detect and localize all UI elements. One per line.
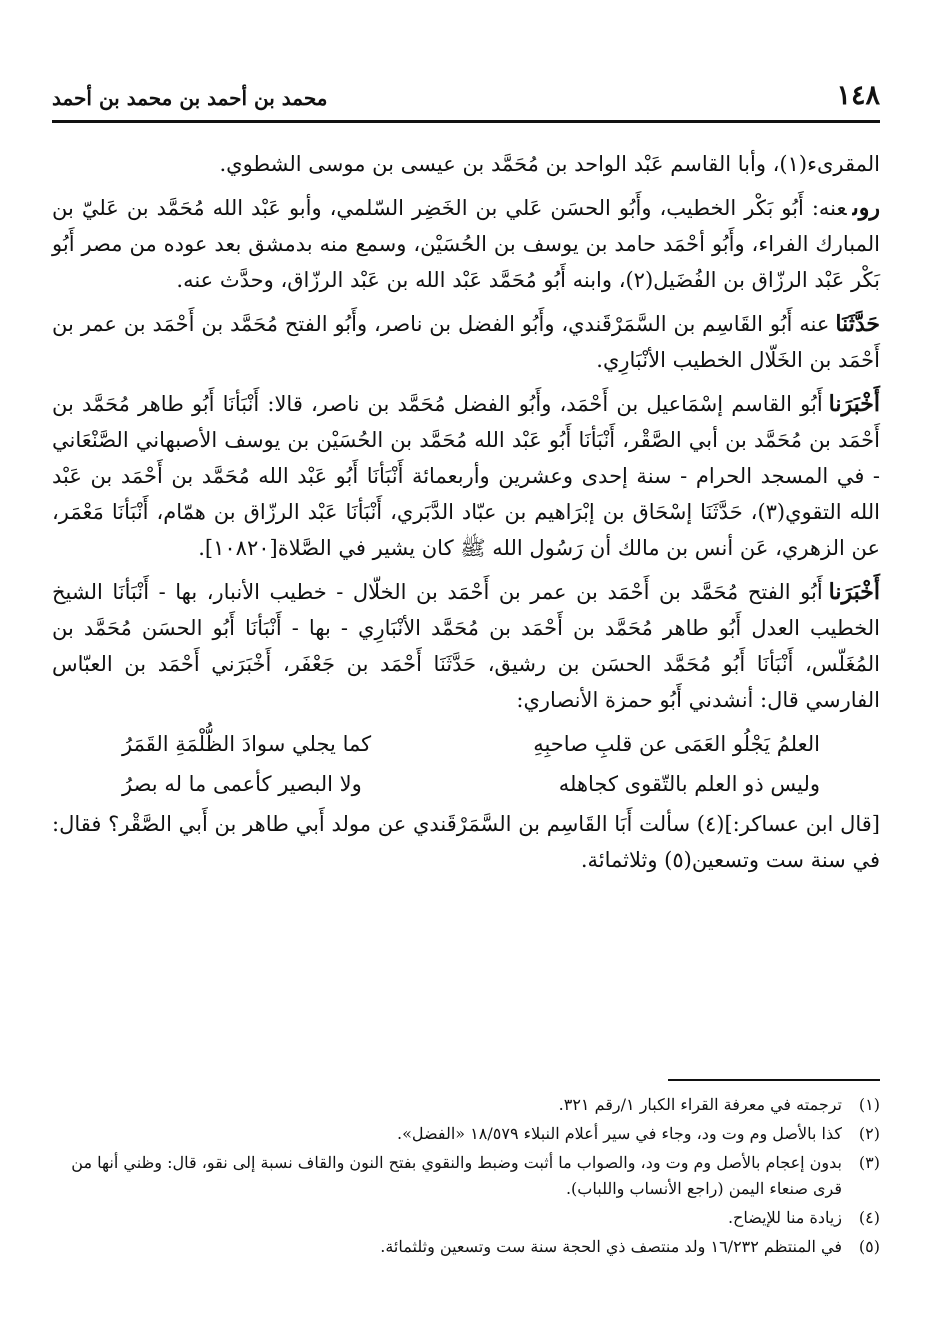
keyword-akhbarana: أَخْبَرَنا [828, 391, 880, 417]
verse-1-first-hemistich: العلمُ يَجْلُو العَمَى عن قلبِ صاحبِهِ [533, 732, 820, 756]
footnote-number: (٤) [858, 1208, 880, 1227]
paragraph-3 [52, 306, 880, 378]
paragraph-1-text: المقرىء(١)، وأبا القاسم عَبْد الواحد بن مُحَمَّد بن عيسى بن موسى الشطوي. [219, 152, 880, 176]
running-title: محمد بن أحمد بن محمد بن أحمد [52, 86, 328, 110]
paragraph-3-text: عنه أَبُو القَاسِم بن السَّمَرْقَندي، وأَبُو الفضل بن ناصر، وأَبُو الفتح مُحَمَّد بن أَحْمَد بن عمر بن أَحْمَد بن الخَلّال الخطيب الأنْبَارِي. [52, 312, 880, 372]
paragraph-2 [52, 190, 880, 298]
footnote-text: في المنتظم ١٦/٢٣٢ ولد منتصف ذي الحجة سنة ست وتسعين وثلثمائة. [380, 1237, 842, 1256]
footnote [52, 1205, 880, 1231]
main-text [52, 146, 880, 886]
paragraph-5-text: أَبُو الفتح مُحَمَّد بن أَحْمَد بن عمر بن أَحْمَد بن الخلّال - خطيب الأنبار، بها - أَنْبَأنَا الشيخ الخطيب العدل أَبُو طاهر مُحَمَّد بن أَحْمَد بن مُحَمَّد الأنْبَارِي - بها - أَنْبَأنَا أَبُو الحسَن مُحَمَّد بن المُغَلّس، أَنْبَأنَا أَبُو مُحَمَّد الحسَن بن رشيق، حَدَّثَنَا أَحْمَد بن جَعْفَر، أَخْبَرَني أَحْمَد بن العبّاس الفارسي قال: أنشدني أَبُو حمزة الأنصاري: [52, 580, 880, 712]
verse-2-first-hemistich: وليس ذو العلم بالتّقوى كجاهله [558, 772, 820, 796]
paragraph-5 [52, 574, 880, 718]
poem-verse-1 [52, 726, 880, 762]
keyword-haddathana: حَدَّثَنَا [835, 311, 880, 337]
paragraph-2-text: عنه: أَبُو بَكْر الخطيب، وأَبُو الحسَن عَلي بن الخَضِر السّلمي، وأبو عَبْد الله مُحَمَّد بن عَليّ بن المبارك الفراء، وأَبُو أحْمَد حامد بن يوسف بن الحُسَيْن، وسمع منه بدمشق بعد عوده من مصر أَبُو بَكْر عَبْد الرزّاق بن الفُضَيل(٢)، وابنه أَبُو مُحَمَّد عَبْد الله بن عَبْد الرزّاق، وحدَّث عنه. [52, 196, 880, 292]
footnote-text: بدون إعجام بالأصل وم وت ود، والصواب ما أثبت وضبط والنقوي بفتح النون والقاف نسبة إلى نقو، قال: وظني أنها من قرى صنعاء اليمن (راجع الأنساب واللباب). [71, 1153, 842, 1198]
footnote-text: ترجمته في معرفة القراء الكبار ١/رقم ٣٢١. [558, 1095, 842, 1114]
paragraph-4 [52, 386, 880, 566]
page-header [52, 76, 880, 116]
footnote-number: (٣) [858, 1153, 880, 1172]
footnote-number: (٥) [858, 1237, 880, 1256]
footnotes [52, 1092, 880, 1263]
header-rule [52, 120, 880, 123]
footnote-separator [668, 1079, 880, 1081]
verse-2-second-hemistich: ولا البصير كأعمى ما له بصرُ [122, 772, 362, 796]
footnote [52, 1092, 880, 1118]
paragraph-1 [52, 146, 880, 182]
keyword-akhbarana: أَخْبَرَنا [828, 579, 880, 605]
paragraph-6-text: [قال ابن عساكر:](٤) سألت أَبَا القَاسِم بن السَّمَرْقَندي عن مولد أَبي طاهر بن أَبي الصَّقْر؟ فقال: في سنة ست وتسعين(٥) وثلاثمائة. [52, 812, 880, 872]
paragraph-6 [52, 806, 880, 878]
footnote-number: (٢) [858, 1124, 880, 1143]
footnote-text: كذا بالأصل وم وت ود، وجاء في سير أعلام النبلاء ١٨/٥٧٩ «الفضل». [397, 1124, 842, 1143]
footnote [52, 1234, 880, 1260]
keyword-rawa: روى [852, 195, 880, 221]
poem-verse-2 [52, 766, 880, 802]
paragraph-4-text: أَبُو القاسم إسْمَاعيل بن أَحْمَد، وأَبُو الفضل مُحَمَّد بن ناصر، قالا: أَنْبَأنَا أَبُو طاهر مُحَمَّد بن أَحْمَد بن مُحَمَّد بن أبي الصَّقْر، أَنْبَأنَا أَبُو عَبْد الله مُحَمَّد بن الحُسَيْن بن يوسف الأصبهاني الصَّنْعَاني - في المسجد الحرام - سنة إحدى وعشرين وأربعمائة أَنْبَأنَا أَبُو عَبْد الله مُحَمَّد بن أَحْمَد بن عَبْد الله التقوي(٣)، حَدَّثَنَا إسْحَاق بن إبْرَاهيم بن عبّاد الدَّبَري، أَنْبَأنَا عَبْد الرزّاق بن همّام، أَنْبَأنَا مَعْمَر، عن الزهري، عَن أنس بن مالك أن رَسُول الله ﷺ كان يشير في الصَّلاة[١٠٨٢٠]. [52, 392, 880, 560]
footnote [52, 1150, 880, 1202]
footnote-text: زيادة منا للإيضاح. [727, 1208, 842, 1227]
page-number: ١٤٨ [836, 80, 880, 111]
footnote [52, 1121, 880, 1147]
footnote-number: (١) [858, 1095, 880, 1114]
verse-1-second-hemistich: كما يجلي سوادَ الظُّلْمَةِ القَمَرُ [122, 732, 372, 756]
